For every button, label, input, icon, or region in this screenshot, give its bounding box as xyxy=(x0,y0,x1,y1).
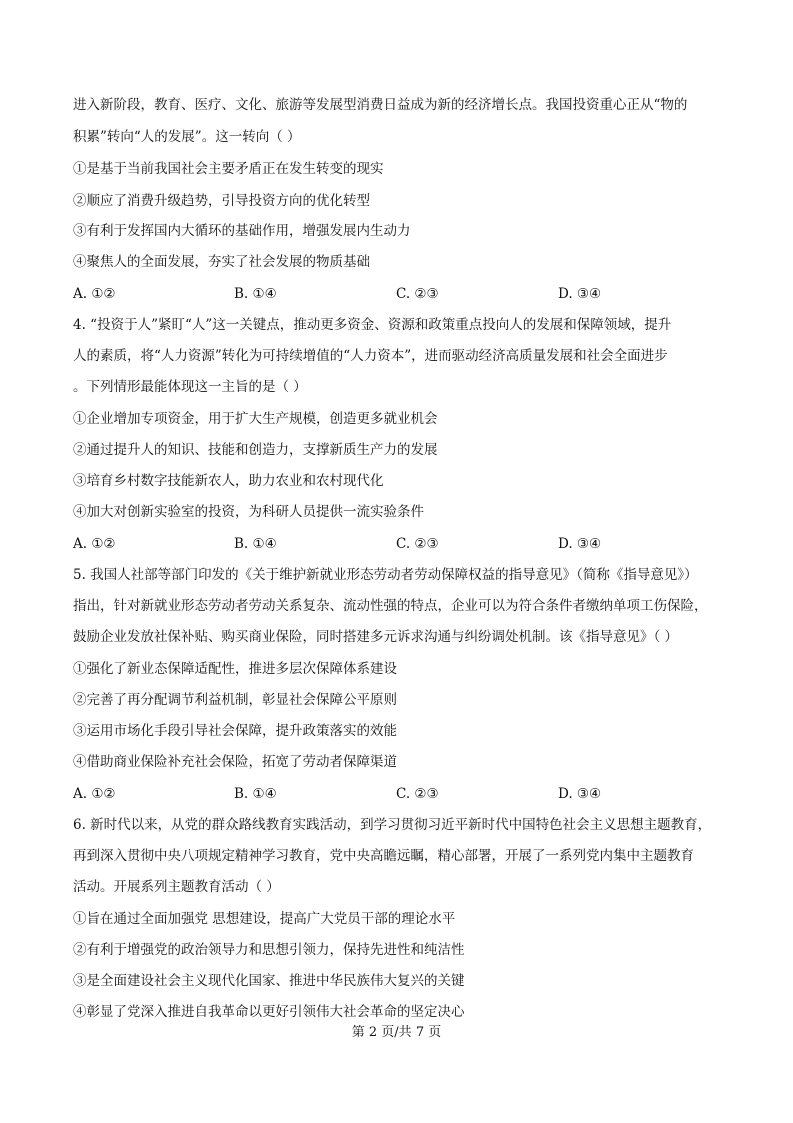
q4-option-d: D. ③④ xyxy=(558,536,602,552)
q3-item-3: ③有利于发挥国内大循环的基础作用，增强发展内生动力 xyxy=(73,223,411,239)
q3-option-c: C. ②③ xyxy=(396,286,439,302)
q6-stem-line-2: 再到深入贯彻中央八项规定精神学习教育，党中央高瞻远瞩，精心部署，开展了一系列党内集中主题教育 xyxy=(73,848,694,864)
q3-option-b: B. ①④ xyxy=(234,286,277,302)
q4-item-3: ③培育乡村数字技能新农人，助力农业和农村现代化 xyxy=(73,473,384,489)
q3-stem-line-2: 积累”转向“人的发展”。这一转向（ ） xyxy=(73,129,301,145)
q4-option-a: A. ①② xyxy=(73,536,116,552)
q4-stem-line-3: 。下列情形最能体现这一主旨的是（ ） xyxy=(73,379,307,395)
q4-item-1: ①企业增加专项资金，用于扩大生产规模，创造更多就业机会 xyxy=(73,411,438,427)
q6-item-1: ①旨在通过全面加强党 思想建设，提高广大党员干部的理论水平 xyxy=(73,911,456,927)
q5-item-4: ④借助商业保险补充社会保险，拓宽了劳动者保障渠道 xyxy=(73,754,397,770)
q5-item-1: ①强化了新业态保障适配性，推进多层次保障体系建设 xyxy=(73,661,397,677)
q5-stem-line-3: 鼓励企业发放社保补贴、购买商业保险，同时搭建多元诉求沟通与纠纷调处机制。该《指导意见》（ ） xyxy=(73,629,679,645)
q6-stem-line-3: 活动。开展系列主题教育活动（ ） xyxy=(73,879,280,895)
q3-item-1: ①是基于当前我国社会主要矛盾正在发生转变的现实 xyxy=(73,161,384,177)
q6-item-2: ②有利于增强党的政治领导力和思想引领力，保持先进性和纯洁性 xyxy=(73,942,465,958)
q4-item-4: ④加大对创新实验室的投资，为科研人员提供一流实验条件 xyxy=(73,504,424,520)
q4-option-c: C. ②③ xyxy=(396,536,439,552)
q4-stem-line-2: 人的素质，将“人力资源”转化为可持续增值的“人力资本”，进而驱动经济高质量发展和社会全面进步 xyxy=(73,348,668,364)
page-footer: 第 2 页/共 7 页 xyxy=(351,1025,442,1040)
q3-option-a: A. ①② xyxy=(73,286,116,302)
q5-option-c: C. ②③ xyxy=(396,786,439,802)
q5-option-d: D. ③④ xyxy=(558,786,602,802)
q5-stem-line-2: 指出，针对新就业形态劳动者劳动关系复杂、流动性强的特点，企业可以为符合条件者缴纳单项工伤保险， xyxy=(73,598,708,614)
q6-stem-line-1: 6. 新时代以来，从党的群众路线教育实践活动，到学习贯彻习近平新时代中国特色社会主义思想主题教育， xyxy=(73,817,712,833)
q5-stem-line-1: 5. 我国人社部等部门印发的《关于维护新就业形态劳动者劳动保障权益的指导意见》（简称《指导意见》） xyxy=(73,567,698,583)
q4-option-b: B. ①④ xyxy=(234,536,277,552)
q6-item-3: ③是全面建设社会主义现代化国家、推进中华民族伟大复兴的关键 xyxy=(73,973,465,989)
q3-stem-line-1: 进入新阶段，教育、医疗、文化、旅游等发展型消费日益成为新的经济增长点。我国投资重心正从“物的 xyxy=(73,97,688,113)
q4-stem-line-1: 4. “投资于人”紧盯“人”这一关键点，推动更多资金、资源和政策重点投向人的发展和保障领域，提升 xyxy=(73,317,672,333)
q5-item-3: ③运用市场化手段引导社会保障，提升政策落实的效能 xyxy=(73,723,397,739)
q3-item-4: ④聚焦人的全面发展，夯实了社会发展的物质基础 xyxy=(73,254,370,270)
q5-option-a: A. ①② xyxy=(73,786,116,802)
q5-option-b: B. ①④ xyxy=(234,786,277,802)
q3-option-d: D. ③④ xyxy=(558,286,602,302)
q5-item-2: ②完善了再分配调节利益机制，彰显社会保障公平原则 xyxy=(73,692,397,708)
q6-item-4: ④彰显了党深入推进自我革命以更好引领伟大社会革命的坚定决心 xyxy=(73,1004,465,1020)
q3-item-2: ②顺应了消费升级趋势，引导投资方向的优化转型 xyxy=(73,193,370,209)
q4-item-2: ②通过提升人的知识、技能和创造力，支撑新质生产力的发展 xyxy=(73,442,438,458)
